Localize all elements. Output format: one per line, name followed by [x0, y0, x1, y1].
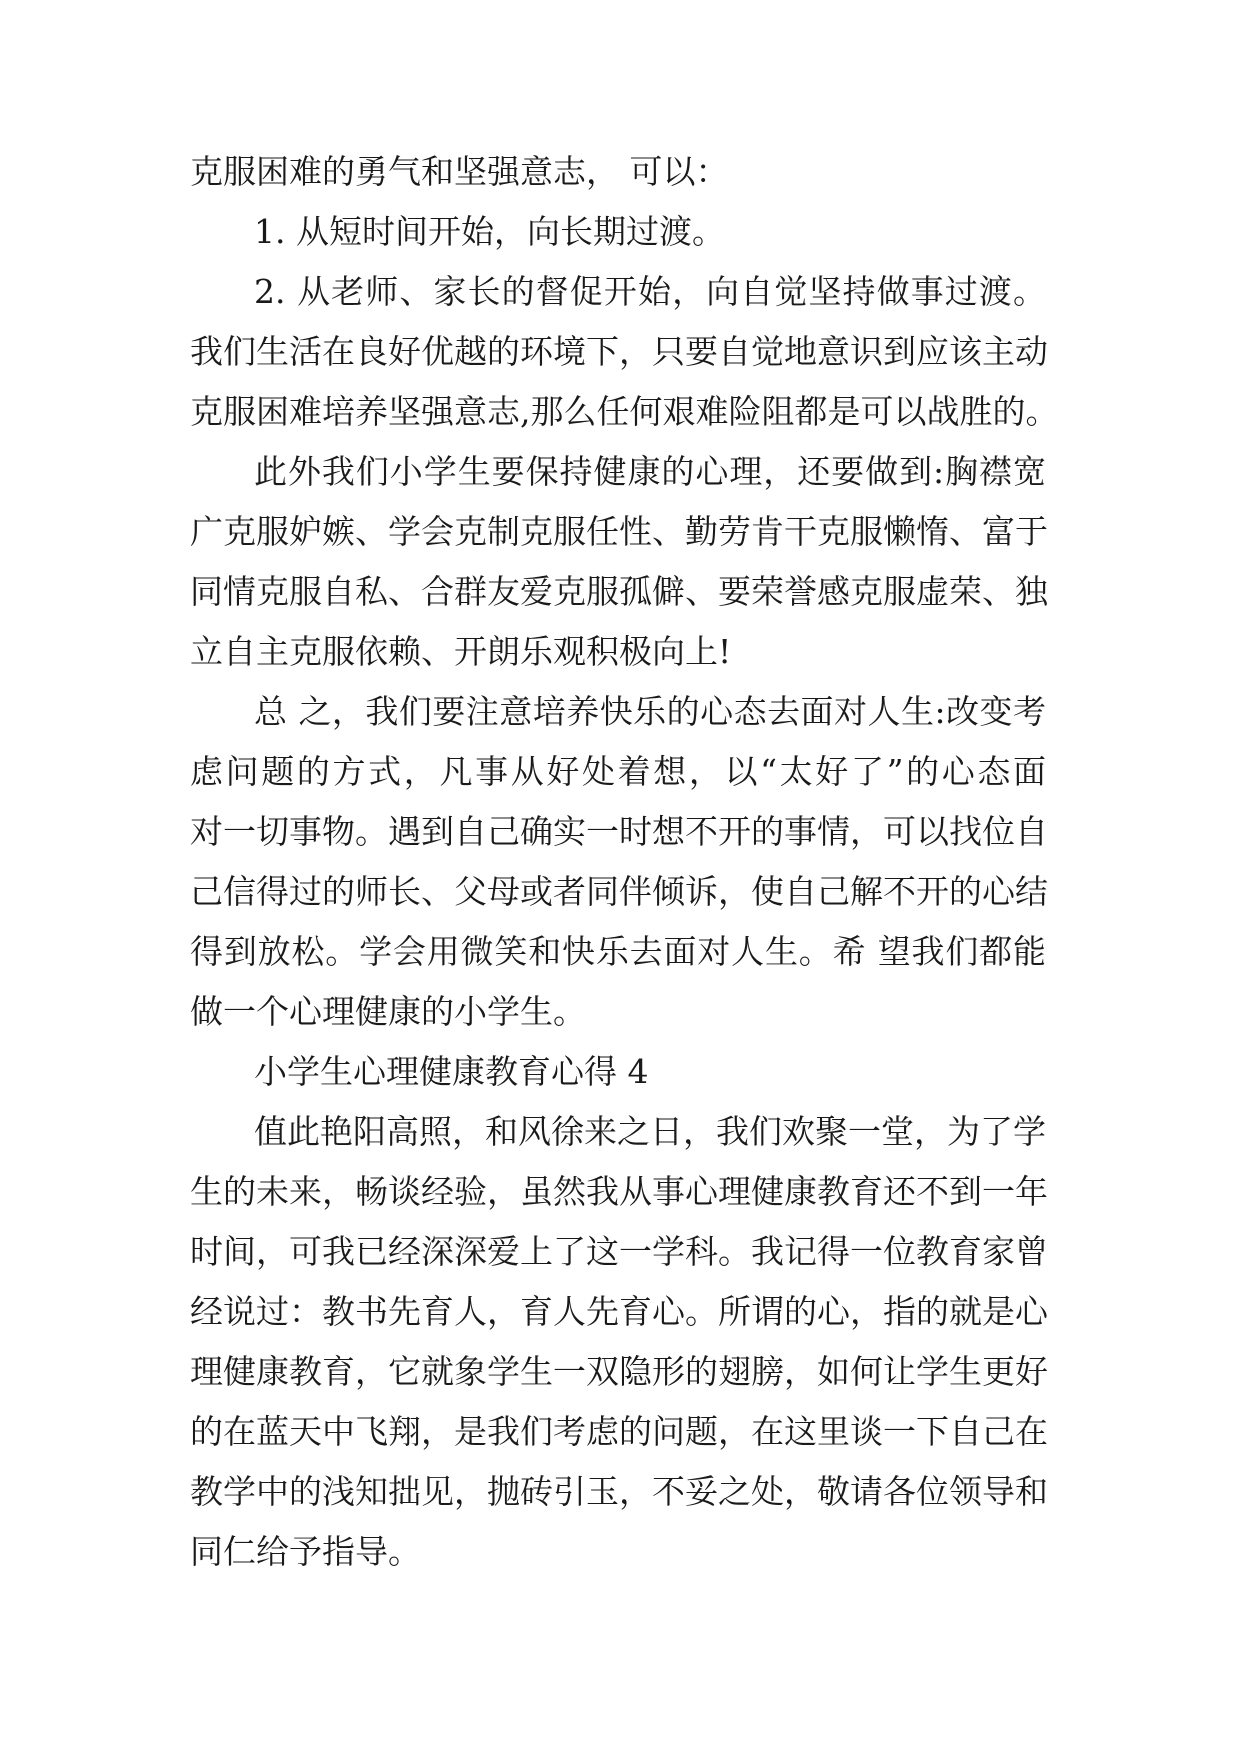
paragraph-start-line: 总 之，我们要注意培养快乐的心态去面对人生:改变考 [254, 692, 1046, 731]
paragraph-start-line: 此外我们小学生要保持健康的心理，还要做到:胸襟宽 [254, 452, 1046, 491]
text-line-23: 教学中的浅知拙见，抛砖引玉，不妥之处，敬请各位领导和 [190, 1472, 1048, 1511]
text-line-8: 同情克服自私、合群友爱克服孤僻、要荣誉感克服虚荣、独 [190, 572, 1048, 611]
text-line-21: 理健康教育，它就象学生一双隐形的翅膀，如何让学生更好 [190, 1352, 1048, 1391]
text-line-9: 立自主克服依赖、开朗乐观积极向上! [190, 632, 732, 671]
text-line-1: 克服困难的勇气和坚强意志， 可以： [190, 152, 729, 191]
text-line-7: 广克服妒嫉、学会克制克服任性、勤劳肯干克服懒惰、富于 [190, 512, 1048, 551]
text-line-11: 虑问题的方式，凡事从好处着想，以“太好了”的心态面 [190, 752, 1046, 791]
text-line-20: 经说过：教书先育人，育人先育心。所谓的心，指的就是心 [190, 1292, 1048, 1331]
paragraph-start-line: 值此艳阳高照，和风徐来之日，我们欢聚一堂，为了学 [254, 1112, 1046, 1151]
text-line-4: 我们生活在良好优越的环境下，只要自觉地意识到应该主动 [190, 332, 1048, 371]
text-line-13: 己信得过的师长、父母或者同伴倾诉，使自己解不开的心结 [190, 872, 1048, 911]
text-line-18: 生的未来，畅谈经验，虽然我从事心理健康教育还不到一年 [190, 1172, 1048, 1211]
list-item-1: 1. 从短时间开始，向长期过渡。 [254, 212, 725, 251]
text-line-5: 克服困难培养坚强意志,那么任何艰难险阻都是可以战胜的。 [190, 392, 1059, 431]
text-line-19: 时间，可我已经深深爱上了这一学科。我记得一位教育家曾 [190, 1232, 1048, 1271]
text-line-15: 做一个心理健康的小学生。 [190, 992, 586, 1031]
text-line-14: 得到放松。学会用微笑和快乐去面对人生。希 望我们都能 [190, 932, 1046, 971]
text-line-22: 的在蓝天中飞翔，是我们考虑的问题，在这里谈一下自己在 [190, 1412, 1048, 1451]
list-item-2: 2. 从老师、家长的督促开始，向自觉坚持做事过渡。 [254, 272, 1046, 311]
section-heading: 小学生心理健康教育心得 4 [254, 1052, 649, 1091]
text-line-24: 同仁给予指导。 [190, 1532, 421, 1571]
text-line-12: 对一切事物。遇到自己确实一时想不开的事情，可以找位自 [190, 812, 1048, 851]
